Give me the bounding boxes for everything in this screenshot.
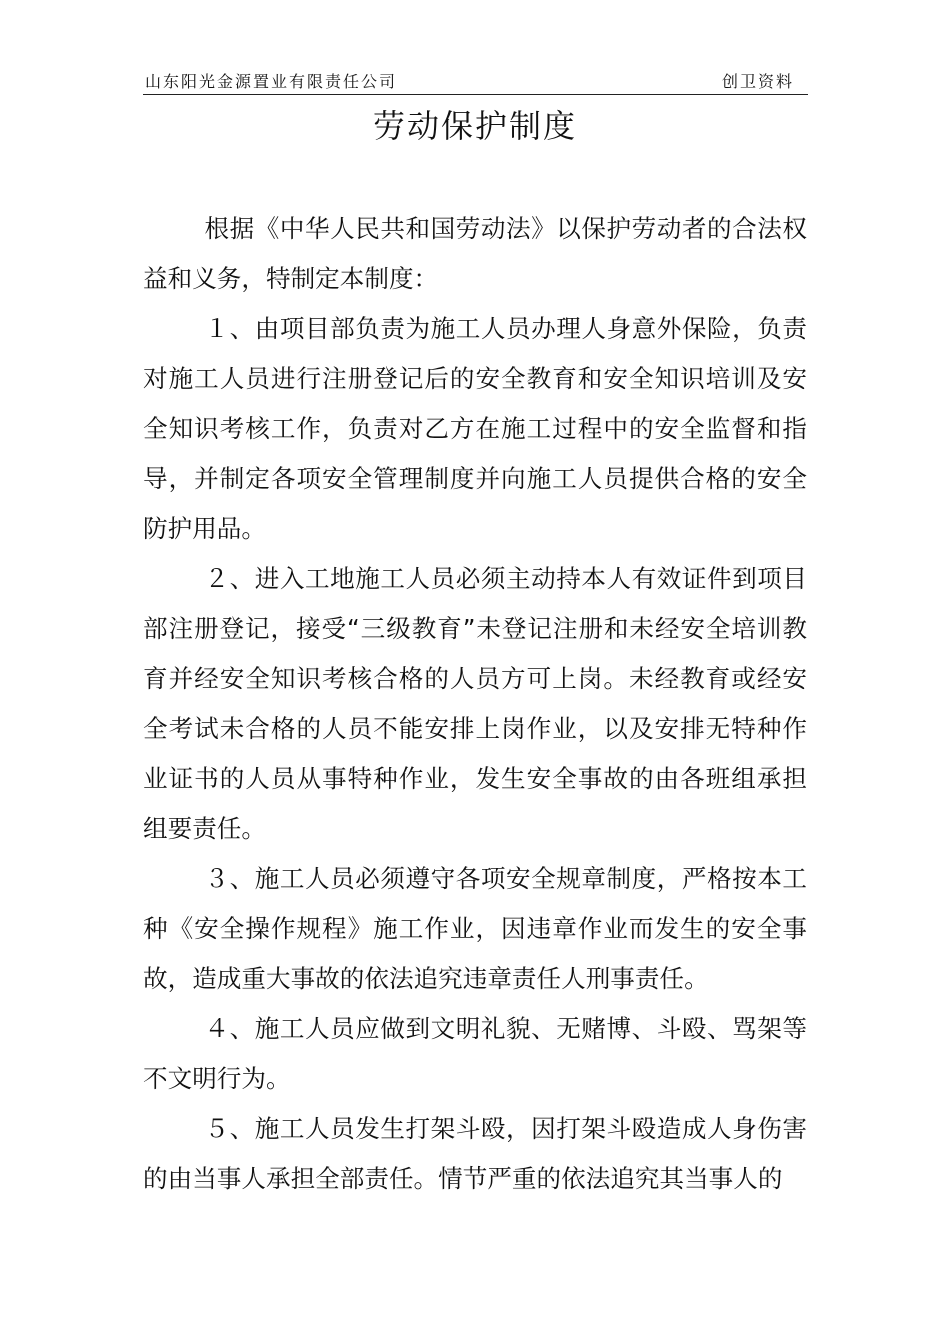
clause-5-paragraph: ５、施工人员发生打架斗殴，因打架斗殴造成人身伤害的由当事人承担全部责任。情节严重的依法追究其当事人的 — [143, 1114, 807, 1193]
document-category: 创卫资料 — [721, 72, 794, 91]
document-title: 劳动保护制度 — [372, 107, 577, 145]
clause-1-paragraph: １、由项目部负责为施工人员办理人身意外保险，负责对施工人员进行注册登记后的安全教育和安全知识培训及安全知识考核工作，负责对乙方在施工过程中的安全监督和指导，并制定各项安全管理制度并向施工人员提供合格的安全防护用品。 — [143, 314, 807, 543]
intro-paragraph: 根据《中华人民共和国劳动法》以保护劳动者的合法权益和义务，特制定本制度： — [143, 214, 807, 293]
clause-2-paragraph: ２、进入工地施工人员必须主动持本人有效证件到项目部注册登记，接受“三级教育”未登记注册和未经安全培训教育并经安全知识考核合格的人员方可上岗。未经教育或经安全考试未合格的人员不能安排上岗作业，以及安排无特种作业证书的人员从事特种作业，发生安全事故的由各班组承担组要责任。 — [143, 564, 807, 843]
company-name: 山东阳光金源置业有限责任公司 — [145, 72, 398, 91]
clause-3-paragraph: ３、施工人员必须遵守各项安全规章制度，严格按本工种《安全操作规程》施工作业，因违章作业而发生的安全事故，造成重大事故的依法追究违章责任人刑事责任。 — [143, 864, 807, 993]
document-body — [143, 204, 807, 1204]
clause-4-paragraph: ４、施工人员应做到文明礼貌、无赌博、斗殴、骂架等不文明行为。 — [143, 1014, 807, 1093]
page-header — [143, 66, 808, 95]
